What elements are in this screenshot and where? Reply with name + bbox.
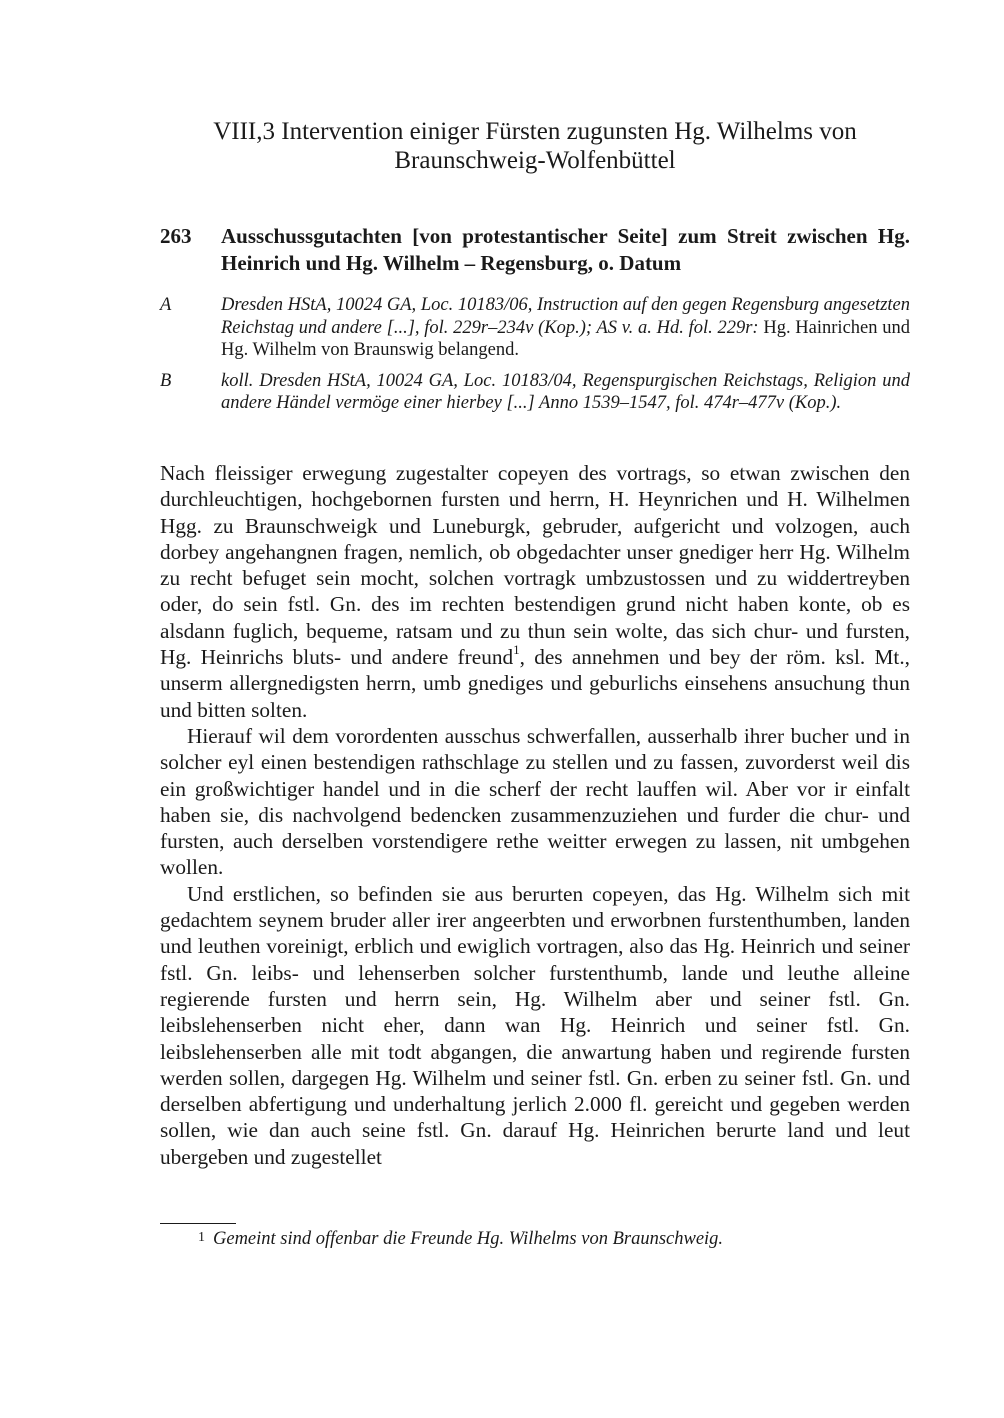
source-entry [160,370,910,415]
footnote [160,1228,910,1251]
source-list [160,294,910,423]
footnote-number: 1 [198,1230,205,1245]
paragraph: Und erstlichen, so befinden sie aus berurten copeyen, das Hg. Wilhelm sich mit gedachtem seynem bruder aller irer angeerbten und erworbnen furstenthumben, landen und leuthen voreinigt, erblich und ewiglich vortragen, also das Hg. Heinrich und seiner fstl. Gn. leibs- und lehenserben solcher furstenthumb, lande und leuthe alleine regierende fursten und herrn sein, Hg. Wilhelm aber und seiner fstl. Gn. leibslehenserben nicht eher, dann wan Hg. Heinrich und seiner fstl. Gn. leibslehenserben alle mit todt abgangen, die anwartung haben und regirende fursten werden sollen, dargegen Hg. Wilhelm und seiner fstl. Gn. erben zu seiner fstl. Gn. und derselben abfertigung und underhaltung jerlich 2.000 fl. gereicht und gegeben werden sollen, wie dan auch seine fstl. Gn. darauf Hg. Heinrichen berurte land und leut ubergeben und zugestellet [160,881,910,1169]
source-siglum: A [160,295,172,315]
source-siglum: B [160,370,172,391]
source-citation: koll. Dresden HStA, 10024 GA, Loc. 10183/04, Regenspurgischen Reichstags, Religion und andere Händel vermöge einer hierbey [...] Anno 1539–1547, fol. 474r–477v (Kop.). [221,370,910,413]
paragraph: Hierauf wil dem vorordenten ausschus schwerfallen, ausserhalb ihrer bucher und in solcher eyl einen bestendigen rathschlage zu stellen und zu fassen, zuvorderst weil dis ein großwichtiger handel und in die scherf der recht lauffen wil. Aber vor ir einfalt haben sie, dis nachvolgend bedencken zusammenzuziehen und furder die chur- und fursten, auch derselben vorstendigere rethe weitter erwegen zu lassen, nit umbgehen wollen. [160,723,910,880]
document-heading [160,223,910,277]
footnote-text: Gemeint sind offenbar die Freunde Hg. Wilhelms von Braunschweig. [213,1229,724,1249]
source-dorsal-note: Hg. Hainrichen und Hg. Wilhelm von Braunswig belangend. [221,317,910,360]
footnote-divider [160,1223,236,1224]
document-number: 263 [160,224,192,248]
source-entry [160,294,910,362]
document-body [160,460,910,1170]
paragraph-text: , des annehmen und bey der röm. ksl. Mt., unserm allergnedigsten herrn, umb gnediges und geburlichs einsehens ansuchung thun und bitten solten. [160,645,910,722]
paragraph-text: Nach fleissiger erwegung zugestalter copeyen des vortrags, so etwan zwischen den durchleuchtigen, hochgebornen fursten und herrn, H. Heynrichen und H. Wilhelmen Hgg. zu Braunschweigk und Luneburgk, gebruder, aufgericht und volzogen, auch dorbey angehangnen fragen, nemlich, ob obgedachter unser gnediger herr Hg. Wilhelm zu recht befuget sein mocht, solchen vortragk umbzustossen und zu widdertreyben oder, do sein fstl. Gn. des im rechten bestendigen grund nicht haben konte, ob es alsdann fuglich, bequeme, ratsam und zu thun sein wolte, das sich chur- und fursten, Hg. Heinrichs bluts- und andere freund [160,461,910,670]
paragraph [160,460,910,723]
document-title: Ausschussgutachten [von protestantischer Seite] zum Streit zwischen Hg. Heinrich und Hg. Wilhelm – Regensburg, o. Datum [221,224,910,275]
source-citation: Dresden HStA, 10024 GA, Loc. 10183/06, Instruction auf den gegen Regensburg angesetzten Reichstag und andere [...], fol. 229r–234v (Kop.); AS v. a. Hd. fol. 229r: [221,295,910,338]
chapter-heading: VIII,3 Intervention einiger Fürsten zugunsten Hg. Wilhelms von Braunschweig-Wolfenbüttel [213,118,857,174]
footnote-reference[interactable]: 1 [513,641,520,657]
